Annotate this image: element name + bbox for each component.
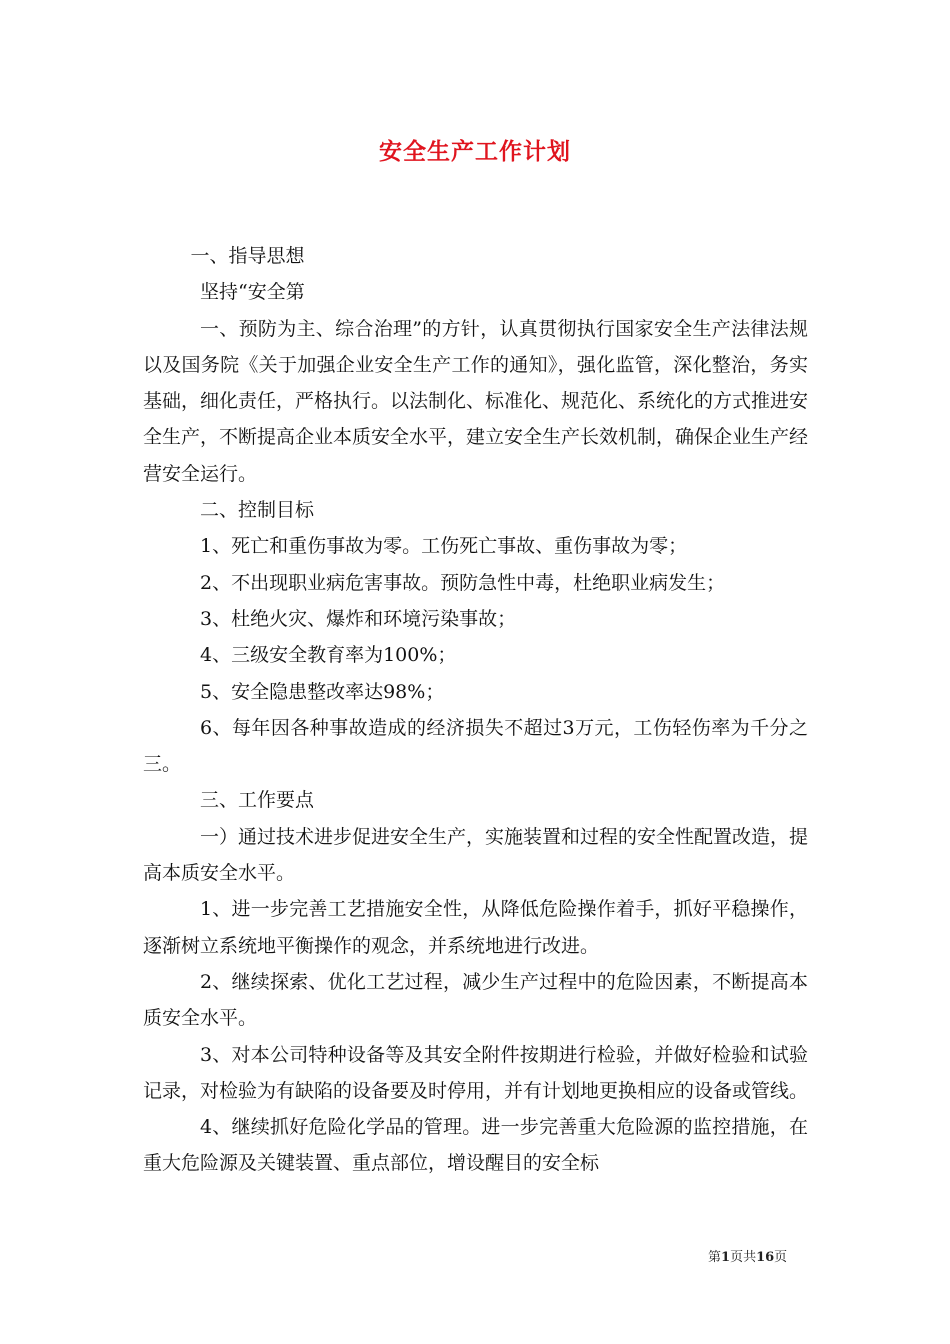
list-item: 4、继续抓好危险化学品的管理。进一步完善重大危险源的监控措施，在重大危险源及关键装置、重点部位，增设醒目的安全标	[143, 1116, 808, 1175]
total-pages: 16	[756, 1250, 775, 1265]
list-item: 3、对本公司特种设备等及其安全附件按期进行检验，并做好检验和试验记录，对检验为有缺陷的设备要及时停用，并有计划地更换相应的设备或管线。	[143, 1043, 809, 1102]
list-item: 4、三级安全教育率为100%；	[200, 644, 457, 667]
page-number	[708, 1246, 787, 1265]
paragraph: 一）通过技术进步促进安全生产，实施装置和过程的安全性配置改造，提高本质安全水平。	[143, 825, 809, 885]
list-item: 2、不出现职业病危害事故。预防急性中毒，杜绝职业病发生；	[200, 571, 726, 594]
list-item: 6、每年因各种事故造成的经济损失不超过3万元，工伤轻伤率为千分之三。	[143, 716, 808, 776]
section-heading: 一、指导思想	[190, 245, 305, 267]
list-item: 2、继续探索、优化工艺过程，减少生产过程中的危险因素，不断提高本质安全水平。	[143, 970, 808, 1030]
document-body	[143, 238, 808, 1182]
page-label-middle: 页共	[730, 1250, 757, 1265]
section-heading: 三、工作要点	[200, 789, 315, 812]
paragraph: 一、预防为主、综合治理”的方针，认真贯彻执行国家安全生产法律法规以及国务院《关于加强企业安全生产工作的通知》，强化监管，深化整治，务实基础，细化责任，严格执行。以法制化、标准化、规范化、系统化的方式推进安全生产，不断提高企业本质安全水平，建立安全生产长效机制，确保企业生产经营安全运行。	[143, 317, 809, 485]
list-item: 5、安全隐患整改率达98%；	[200, 680, 445, 703]
list-item: 1、死亡和重伤事故为零。工伤死亡事故、重伤事故为零；	[200, 535, 688, 558]
page-label-suffix: 页	[774, 1250, 788, 1265]
paragraph: 坚持“安全第	[200, 281, 305, 304]
current-page: 1	[721, 1250, 731, 1265]
document-title: 安全生产工作计划	[379, 138, 571, 165]
list-item: 1、进一步完善工艺措施安全性，从降低危险操作着手，抓好平稳操作，逐渐树立系统地平衡操作的观念，并系统地进行改进。	[143, 898, 808, 957]
section-heading: 二、控制目标	[200, 499, 315, 522]
page-label-prefix: 第	[708, 1250, 722, 1265]
list-item: 3、杜绝火灾、爆炸和环境污染事故；	[200, 607, 517, 630]
